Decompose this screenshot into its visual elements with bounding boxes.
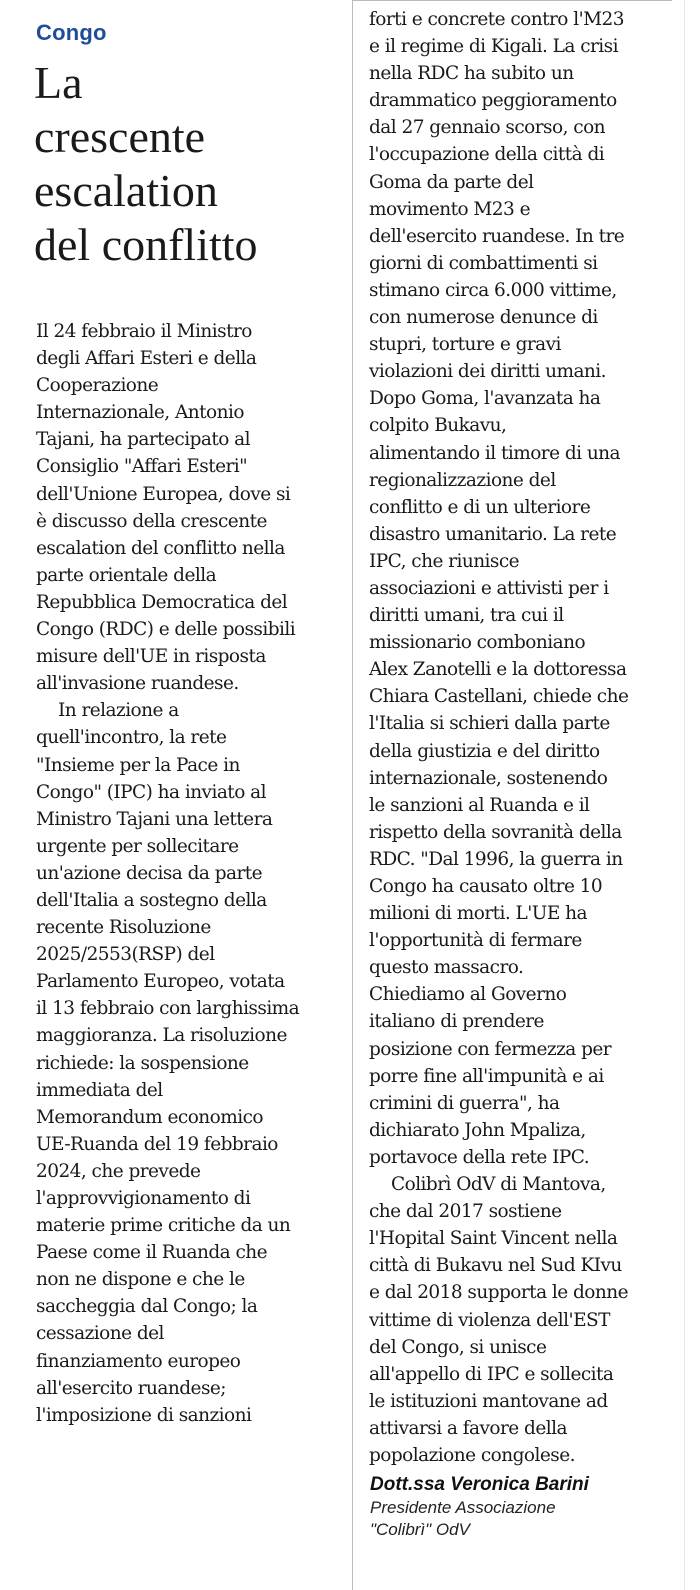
headline-line: del conflitto: [34, 219, 258, 270]
text-line: l'Hopital Saint Vincent nella: [369, 1228, 618, 1250]
text-line: "Insieme per la Pace in: [36, 754, 240, 776]
text-line: e il regime di Kigali. La crisi: [369, 36, 618, 58]
text-line: Tajani, ha partecipato al: [36, 429, 251, 451]
text-line: forti e concrete contro l'M23: [369, 9, 624, 30]
text-line: è discusso della crescente: [36, 510, 267, 532]
text-line: richiede: la sospensione: [36, 1052, 249, 1074]
text-line: dichiarato John Mpaliza,: [369, 1119, 586, 1141]
text-line: Cooperazione: [36, 375, 159, 397]
text-line: stimano circa 6.000 vittime,: [369, 279, 617, 301]
text-line: all'appello di IPC e sollecita: [369, 1363, 614, 1385]
section-kicker: Congo: [36, 20, 107, 45]
text-line: RDC. "Dal 1996, la guerra in: [369, 848, 623, 870]
text-line: Chiara Castellani, chiede che: [369, 686, 629, 708]
text-line: all'invasione ruandese.: [36, 673, 239, 695]
text-line: Il 24 febbraio il Ministro: [36, 321, 252, 342]
text-line: del Congo, si unisce: [369, 1336, 547, 1358]
text-line: 2024, che prevede: [36, 1160, 201, 1182]
text-line: l'imposizione di sanzioni: [36, 1404, 252, 1426]
text-line: posizione con fermezza per: [369, 1038, 612, 1060]
text-line: rispetto della sovranità della: [369, 821, 622, 843]
text-line: missionario comboniano: [369, 632, 586, 654]
text-line: Colibrì OdV di Mantova,: [391, 1174, 606, 1196]
text-line: un'azione decisa da parte: [36, 862, 263, 884]
text-line: violazioni dei diritti umani.: [369, 361, 606, 383]
text-line: 2025/2553(RSP) del: [36, 944, 215, 966]
text-line: attivarsi a favore della: [369, 1417, 567, 1439]
text-line: dell'Italia a sostegno della: [36, 889, 267, 911]
text-line: all'esercito ruandese;: [36, 1377, 226, 1399]
signature-block: [370, 1472, 680, 1541]
text-line: il 13 febbraio con larghissima: [36, 998, 300, 1020]
text-line: Congo (RDC) e delle possibili: [36, 619, 296, 641]
text-line: maggioranza. La risoluzione: [36, 1025, 287, 1047]
signature-organization: "Colibrì" OdV: [370, 1520, 470, 1539]
text-line: che dal 2017 sostiene: [369, 1201, 562, 1223]
text-line: Parlamento Europeo, votata: [36, 971, 285, 993]
text-line: dal 27 gennaio scorso, con: [369, 117, 606, 139]
text-line: disastro umanitario. La rete: [369, 523, 617, 545]
text-line: crimini di guerra", ha: [369, 1092, 560, 1114]
text-line: nella RDC ha subito un: [369, 63, 574, 85]
text-line: In relazione a: [58, 700, 179, 722]
text-line: degli Affari Esteri e della: [36, 348, 257, 370]
text-line: città di Bukavu nel Sud KIvu: [369, 1255, 622, 1277]
text-line: l'occupazione della città di: [369, 144, 605, 166]
headline: [34, 56, 344, 272]
text-line: l'opportunità di fermare: [369, 930, 582, 952]
text-line: Chiediamo al Governo: [369, 984, 567, 1006]
text-line: Goma da parte del: [369, 171, 534, 193]
text-line: saccheggia dal Congo; la: [36, 1296, 258, 1318]
text-line: Ministro Tajani una lettera: [36, 808, 273, 830]
headline-line: escalation: [34, 165, 218, 216]
text-line: e dal 2018 supporta le donne: [369, 1282, 628, 1304]
headline-line: crescente: [34, 111, 206, 162]
text-line: alimentando il timore di una: [369, 442, 621, 464]
text-line: vittime di violenza dell'EST: [369, 1309, 610, 1331]
text-line: cessazione del: [36, 1323, 164, 1345]
text-line: stupri, torture e gravi: [369, 334, 561, 356]
text-line: con numerose denunce di: [369, 307, 598, 329]
text-line: milioni di morti. L'UE ha: [369, 903, 587, 925]
text-line: regionalizzazione del: [369, 469, 556, 491]
text-line: Consiglio "Affari Esteri": [36, 456, 248, 478]
text-line: Congo ha causato oltre 10: [369, 876, 603, 897]
text-line: questo massacro.: [369, 957, 524, 979]
text-line: le sanzioni al Ruanda e il: [369, 794, 590, 816]
text-line: immediata del: [36, 1079, 163, 1101]
text-line: Paese come il Ruanda che: [36, 1242, 268, 1264]
text-line: Repubblica Democratica del: [36, 591, 288, 613]
text-line: le istituzioni mantovane ad: [369, 1390, 608, 1412]
text-line: IPC, che riunisce: [369, 550, 520, 572]
text-line: finanziamento europeo: [36, 1350, 241, 1372]
column-divider: [352, 0, 353, 1590]
text-line: Dopo Goma, l'avanzata ha: [369, 388, 601, 410]
text-line: escalation del conflitto nella: [36, 537, 285, 559]
text-line: movimento M23 e: [369, 198, 530, 220]
text-line: dell'esercito ruandese. In tre: [369, 225, 625, 247]
text-line: internazionale, sostenendo: [369, 767, 608, 789]
text-line: recente Risoluzione: [36, 917, 211, 939]
page-edge: [684, 0, 685, 1590]
text-line: Memorandum economico: [36, 1106, 263, 1128]
text-line: Internazionale, Antonio: [36, 402, 244, 424]
text-line: urgente per sollecitare: [36, 835, 239, 857]
body-column-right: [369, 6, 679, 1469]
text-line: popolazione congolese.: [369, 1444, 575, 1466]
text-line: portavoce della rete IPC.: [369, 1146, 590, 1168]
headline-line: La: [34, 57, 83, 108]
text-line: l'Italia si schieri dalla parte: [369, 713, 610, 735]
signature-role: Presidente Associazione: [370, 1498, 556, 1517]
text-line: quell'incontro, la rete: [36, 727, 227, 749]
text-line: materie prime critiche da un: [36, 1215, 291, 1237]
text-line: giorni di combattimenti si: [369, 252, 598, 274]
text-line: conflitto e di un ulteriore: [369, 496, 591, 518]
signature-name: Dott.ssa Veronica Barini: [370, 1474, 589, 1495]
text-line: della giustizia e del diritto: [369, 740, 600, 762]
text-line: Congo" (IPC) ha inviato al: [36, 781, 266, 803]
text-line: Alex Zanotelli e la dottoressa: [369, 659, 627, 681]
text-line: dell'Unione Europea, dove si: [36, 483, 291, 505]
text-line: UE-Ruanda del 19 febbraio: [36, 1133, 278, 1155]
text-line: misure dell'UE in risposta: [36, 646, 266, 668]
text-line: colpito Bukavu,: [369, 415, 507, 437]
text-line: drammatico peggioramento: [369, 90, 617, 112]
text-line: non ne dispone e che le: [36, 1269, 245, 1291]
text-line: associazioni e attivisti per i: [369, 577, 609, 599]
text-line: parte orientale della: [36, 564, 217, 586]
text-line: porre fine all'impunità e ai: [369, 1065, 604, 1087]
text-line: italiano di prendere: [369, 1011, 544, 1033]
text-line: diritti umani, tra cui il: [369, 605, 564, 627]
text-line: l'approvvigionamento di: [36, 1188, 251, 1209]
body-column-left: [36, 318, 340, 1429]
top-rule: [352, 0, 672, 1]
